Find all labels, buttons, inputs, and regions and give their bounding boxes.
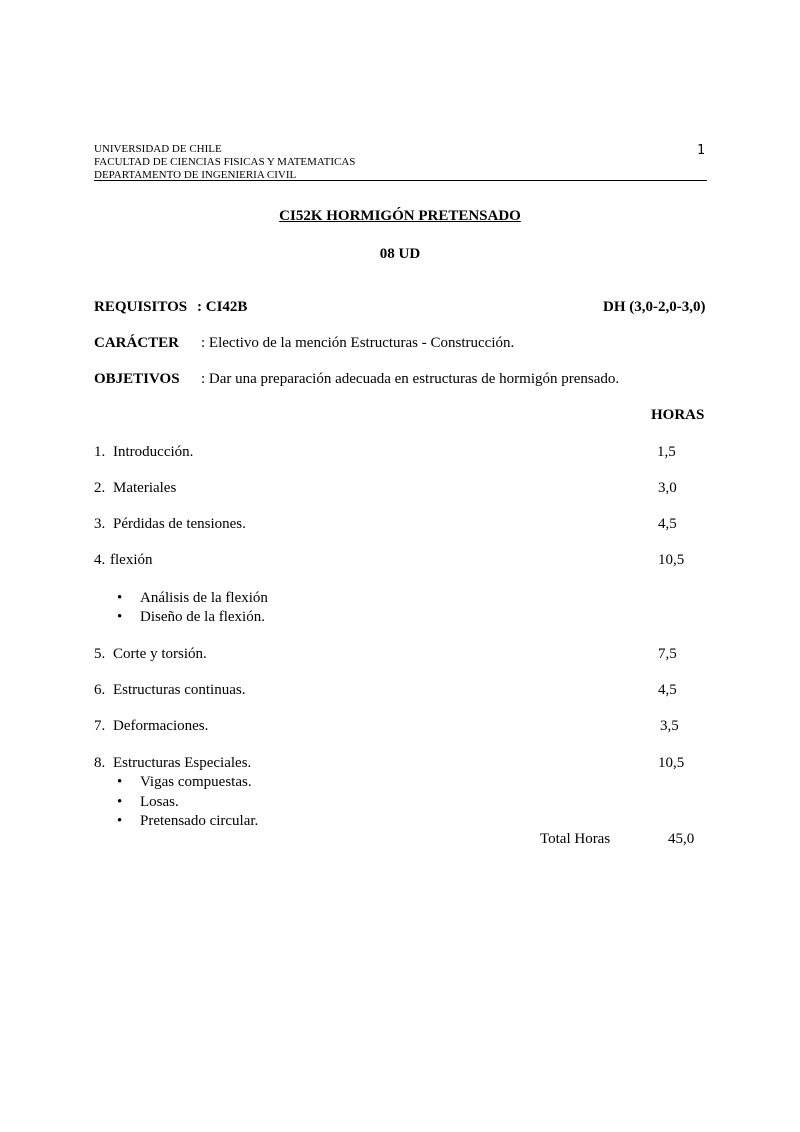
topic-number: 1. bbox=[94, 444, 106, 460]
caracter-label: CARÁCTER bbox=[94, 335, 180, 351]
bullet-icon: • bbox=[117, 794, 123, 810]
bullet-icon: • bbox=[117, 774, 123, 790]
topic-hours: 4,5 bbox=[658, 516, 677, 532]
bullet-icon: • bbox=[117, 590, 123, 606]
topic-number: 6. bbox=[94, 682, 106, 698]
subitem-label: Losas. bbox=[140, 794, 179, 810]
header-university: UNIVERSIDAD DE CHILE bbox=[94, 143, 222, 155]
topic-number: 2. bbox=[94, 480, 106, 496]
topic-title: Pérdidas de tensiones. bbox=[113, 516, 246, 532]
list-item bbox=[117, 590, 268, 607]
topic-hours: 3,5 bbox=[660, 718, 679, 734]
topic-hours: 3,0 bbox=[658, 480, 677, 496]
topic-number: 3. bbox=[94, 516, 106, 532]
subitem-label: Vigas compuestas. bbox=[140, 774, 252, 790]
topic-title: Deformaciones. bbox=[113, 718, 209, 734]
bullet-icon: • bbox=[117, 609, 123, 625]
topic-number: 5. bbox=[94, 646, 106, 662]
topic-hours: 10,5 bbox=[658, 755, 685, 771]
topic-hours: 7,5 bbox=[658, 646, 677, 662]
caracter-value: : Electivo de la mención Estructuras - Construcción. bbox=[201, 335, 515, 351]
list-item bbox=[117, 813, 258, 830]
topic-number: 4. bbox=[94, 552, 106, 568]
objetivos-value: : Dar una preparación adecuada en estructuras de hormigón prensado. bbox=[201, 371, 620, 387]
course-units: 08 UD bbox=[379, 246, 421, 262]
topic-title: Introducción. bbox=[113, 444, 194, 460]
hours-header: HORAS bbox=[651, 407, 705, 423]
list-item bbox=[117, 609, 265, 626]
topic-number: 7. bbox=[94, 718, 106, 734]
header-faculty: FACULTAD DE CIENCIAS FISICAS Y MATEMATICAS bbox=[94, 156, 356, 168]
topic-title: Materiales bbox=[113, 480, 177, 496]
total-label: Total Horas bbox=[540, 831, 611, 847]
header-department: DEPARTAMENTO DE INGENIERIA CIVIL bbox=[94, 169, 297, 181]
topic-hours: 4,5 bbox=[658, 682, 677, 698]
bullet-icon: • bbox=[117, 813, 123, 829]
subitem-label: Análisis de la flexión bbox=[140, 590, 268, 606]
objetivos-label: OBJETIVOS bbox=[94, 371, 180, 387]
topic-title: Estructuras Especiales. bbox=[113, 755, 252, 771]
topic-hours: 10,5 bbox=[658, 552, 685, 568]
header-rule bbox=[94, 180, 707, 181]
dh-value: DH (3,0-2,0-3,0) bbox=[603, 299, 706, 315]
list-item bbox=[117, 774, 252, 791]
total-value: 45,0 bbox=[668, 831, 695, 847]
subitem-label: Pretensado circular. bbox=[140, 813, 259, 829]
subitem-label: Diseño de la flexión. bbox=[140, 609, 265, 625]
topic-title: flexión bbox=[110, 552, 153, 568]
topic-number: 8. bbox=[94, 755, 106, 771]
page-number: 1 bbox=[697, 143, 705, 158]
requisitos-label: REQUISITOS bbox=[94, 299, 188, 315]
topic-hours: 1,5 bbox=[657, 444, 676, 460]
requisitos-value: : CI42B bbox=[197, 299, 248, 315]
topic-title: Corte y torsión. bbox=[113, 646, 207, 662]
list-item bbox=[117, 794, 179, 811]
topic-title: Estructuras continuas. bbox=[113, 682, 246, 698]
course-title: CI52K HORMIGÓN PRETENSADO bbox=[279, 208, 521, 224]
